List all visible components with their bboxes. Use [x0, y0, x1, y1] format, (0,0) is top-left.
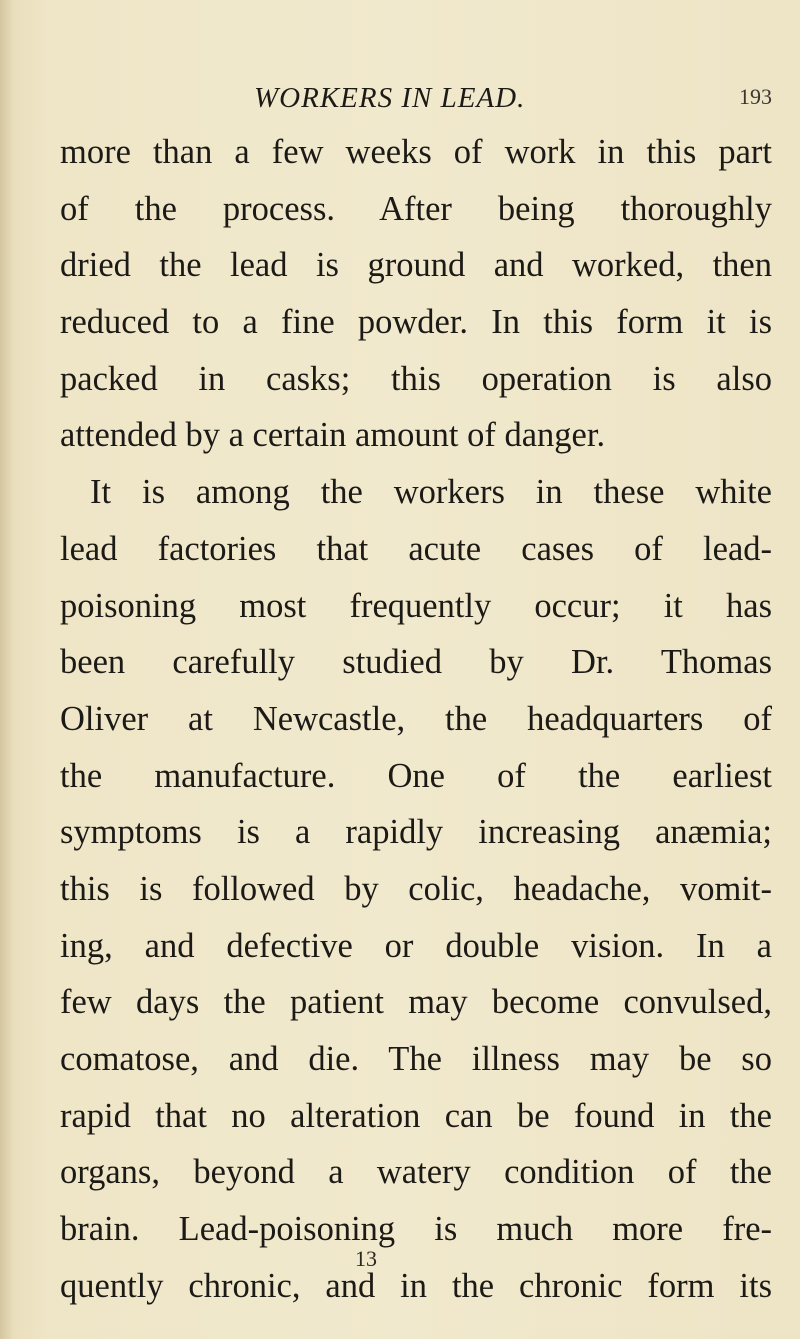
text-line: more than a few weeks of work in this part [60, 133, 772, 171]
text-line: lead factories that acute cases of lead- [60, 529, 772, 568]
page-number: 193 [739, 84, 772, 109]
body-text [60, 124, 772, 1314]
page-gutter-shadow [0, 0, 14, 1339]
text-line: comatose, and die. The illness may be so [60, 1040, 772, 1078]
signature-number: 13 [355, 1246, 377, 1271]
running-head [60, 82, 772, 122]
text-line: poisoning most frequently occur; it has [60, 586, 772, 625]
text-line: reduced to a fine powder. In this form it is [60, 303, 772, 342]
text-line: Oliver at Newcastle, the headquarters of [60, 699, 772, 738]
text-line: packed in casks; this operation is also [60, 359, 772, 398]
text-line: organs, beyond a watery condition of the [60, 1153, 772, 1192]
paragraph-first-line: It is among the workers in these white [90, 473, 772, 512]
text-line: symptoms is a rapidly increasing anæmia; [60, 813, 772, 852]
signature-mark [60, 1246, 772, 1272]
text-line: this is followed by colic, headache, vomit- [60, 869, 772, 908]
running-title: WORKERS IN LEAD. [254, 82, 526, 114]
text-line: rapid that no alteration can be found in the [60, 1096, 772, 1135]
text-line: quently chronic, and in the chronic form its [60, 1266, 772, 1305]
text-line: attended by a certain amount of danger. [60, 416, 606, 455]
text-line: of the process. After being thoroughly [60, 189, 772, 228]
text-line: been carefully studied by Dr. Thomas [60, 643, 772, 682]
text-line: the manufacture. One of the earliest [60, 756, 772, 795]
text-line: dried the lead is ground and worked, then [60, 246, 772, 285]
text-line: few days the patient may become convulsed, [60, 983, 772, 1022]
text-line: brain. Lead-poisoning is much more fre- [60, 1210, 772, 1249]
text-line: ing, and defective or double vision. In a [60, 926, 772, 965]
